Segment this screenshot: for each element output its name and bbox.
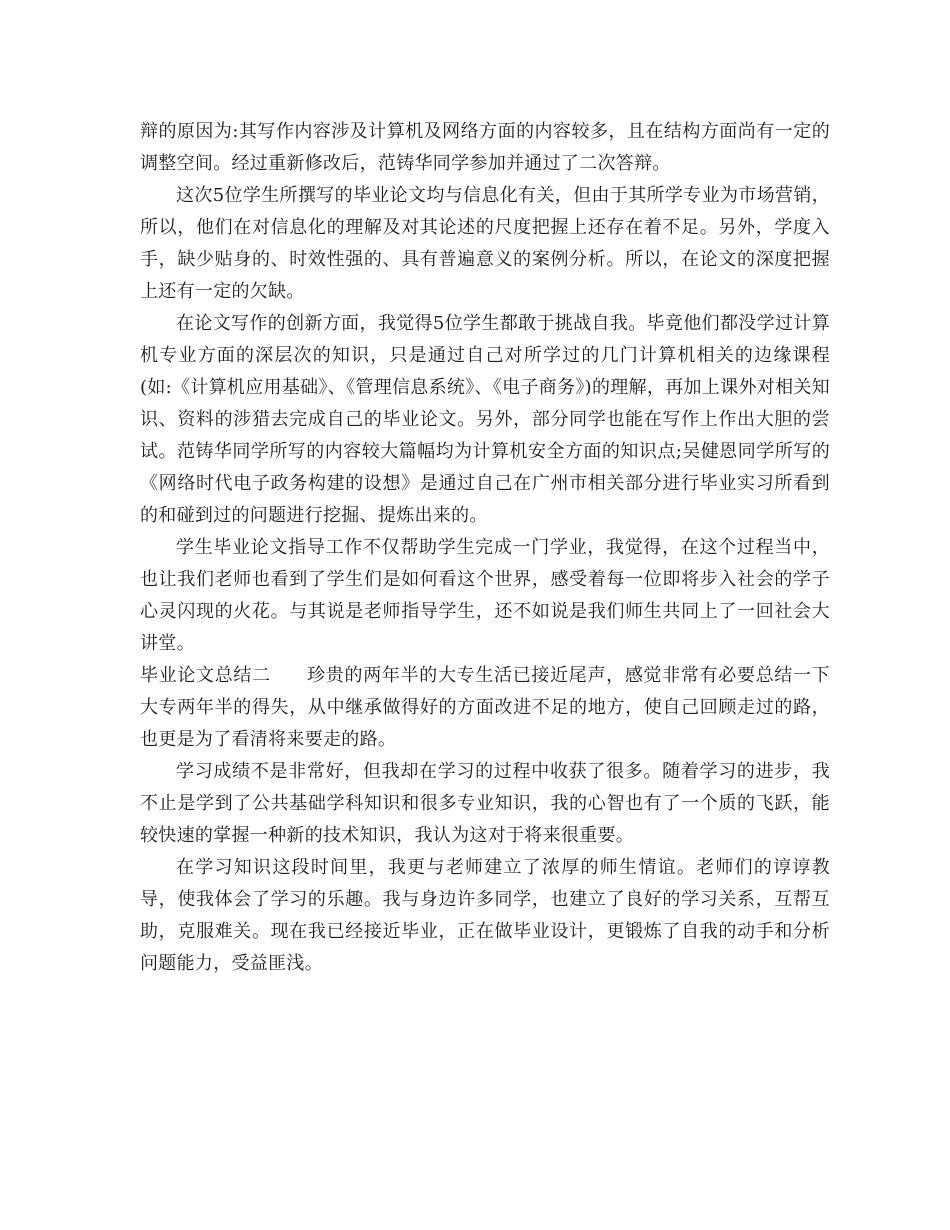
paragraph-3: 在论文写作的创新方面，我觉得5位学生都敢于挑战自我。毕竟他们都没学过计算机专业方面的深层次的知识，只是通过自己对所学过的几门计算机相关的边缘课程(如:《计算机应用基础》、《管理信息系统》、《电子商务》)的理解，再加上课外对相关知识、资料的涉猎去完成自己的毕业论文。另外，部分同学也能在写作上作出大胆的尝试。范铸华同学所写的内容较大篇幅均为计算机安全方面的知识点;吴健恩同学所写的《网络时代电子政务构建的设想》是通过自己在广州市相关部分进行毕业实习所看到的和碰到过的问题进行挖掘、提炼出来的。 [140, 313, 830, 526]
section-intro-paragraph [140, 660, 830, 756]
paragraph-5: 学习成绩不是非常好，但我却在学习的过程中收获了很多。随着学习的进步，我不止是学到了公共基础学科知识和很多专业知识，我的心智也有了一个质的飞跃，能较快速的掌握一种新的技术知识，我认为这对于将来很重要。 [140, 761, 830, 846]
section-heading: 毕业论文总结二 [140, 665, 271, 686]
document-body [140, 116, 830, 980]
paragraph-2: 这次5位学生所撰写的毕业论文均与信息化有关，但由于其所学专业为市场营销，所以，他们在对信息化的理解及对其论述的尺度把握上还存在着不足。另外，学度入手，缺少贴身的、时效性强的、具有普遍意义的案例分析。所以，在论文的深度把握上还有一定的欠缺。 [140, 185, 830, 302]
paragraph-1: 辩的原因为:其写作内容涉及计算机及网络方面的内容较多，且在结构方面尚有一定的调整空间。经过重新修改后，范铸华同学参加并通过了二次答辩。 [140, 121, 830, 174]
paragraph-6: 在学习知识这段时间里，我更与老师建立了浓厚的师生情谊。老师们的谆谆教导，使我体会了学习的乐趣。我与身边许多同学，也建立了良好的学习关系，互帮互助，克服难关。现在我已经接近毕业，正在做毕业设计，更锻炼了自我的动手和分析问题能力，受益匪浅。 [140, 857, 830, 974]
section-first-paragraph: 珍贵的两年半的大专生活已接近尾声，感觉非常有必要总结一下大专两年半的得失，从中继承做得好的方面改进不足的地方，使自己回顾走过的路，也更是为了看清将来要走的路。 [140, 665, 830, 750]
paragraph-4: 学生毕业论文指导工作不仅帮助学生完成一门学业，我觉得，在这个过程当中，也让我们老师也看到了学生们是如何看这个世界，感受着每一位即将步入社会的学子心灵闪现的火花。与其说是老师指导学生，还不如说是我们师生共同上了一回社会大讲堂。 [140, 537, 830, 654]
